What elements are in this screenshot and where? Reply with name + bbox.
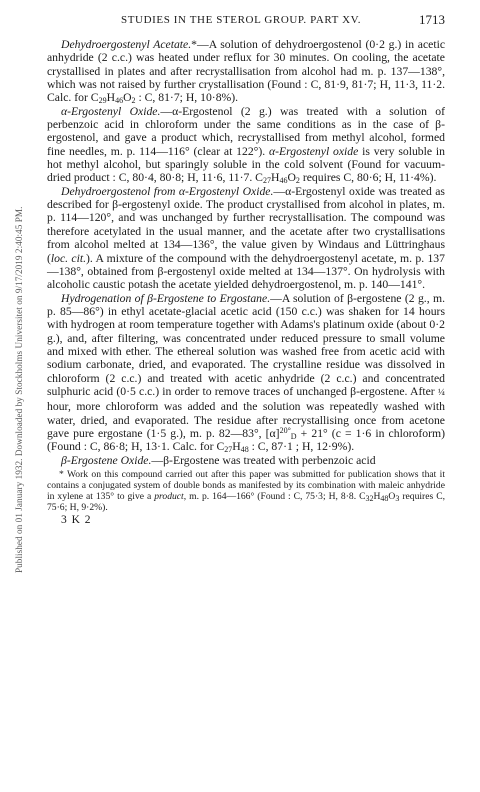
paragraph-heading: β-Ergostene Oxide. (61, 453, 152, 467)
paragraph-alpha-ergostenyl-oxide: α-Ergostenyl Oxide.—α-Ergostenol (2 g.) was treated with a solution of perbenzoic acid in chloroform under the same conditions as in the case of β-ergostenol, and gave a product which, recrystallised from methyl alcohol, formed fine needles, m. p. 114—116° (clear at 122°). α-Ergostenyl oxide is very soluble in hot methyl alcohol, but sparingly soluble in the cold solvent (Found for vacuum-dried product : C, 80·4, 80·8; H, 11·6, 11·7. $C_{27}H_{46}O_2$ requires C, 80·6; H, 11·4%). (47, 104, 445, 186)
running-head-title: STUDIES IN THE STEROL GROUP. PART XV. (121, 14, 362, 26)
body-text (47, 38, 445, 467)
paragraph-heading: Dehydroergostenyl Acetate. (61, 38, 192, 51)
paragraph-hydrogenation: Hydrogenation of β-Ergostene to Ergostane.—A solution of β-ergostene (2 g., m. p. 85—86°) in ethyl acetate-glacial acetic acid (150 c.c.) was shaken for 14 hours with hydrogen at room temperature together with Adams's platinum oxide (about 0·2 g.), and, after filtering, was concentrated under reduced pressure to small volume and mixed with ether. The ethereal solution was washed free from acetic acid with sodium carbonate, dried, and evaporated. The crystalline residue was dissolved in chloroform (2 c.c.) and treated with acetic anhydride (2 c.c.) and concentrated sulphuric acid (0·5 c.c.) in order to remove traces of unchanged β-ergostene. After ¼ hour, more chloroform was added and the solution was repeatedly washed with water, dried, and evaporated. The residue after recrystallising once from acetone gave pure ergostane (1·5 g.), m. p. 82—83°, $[\alpha]^{20^\circ}_D + 21^\circ$ (c = 1·6 in chloroform) (Found : C, 86·8; H, 13·1. Calc. for $C_{27}H_{48}$ : C, 87·1 ; H, 12·9%). (47, 291, 446, 455)
footnote-marker: * (191, 38, 198, 51)
signature-mark: 3 K 2 (61, 514, 92, 526)
paragraph-beta-ergostene-oxide: β-Ergostene Oxide.—β-Ergostene was treated with perbenzoic acid (61, 453, 376, 467)
paragraph-dehydroergostenyl-acetate: Dehydroergostenyl Acetate.*—A solution of dehydroergostenol (0·2 g.) in acetic anhydride (2 c.c.) was heated under reflux for 30 minutes. On cooling, the acetate crystallised in plates and after recrystallisation from alcohol had m. p. 137—138°, which was not raised by further crystallisation (Found : C, 81·9, 81·7; H, 11·3, 11·2. Calc. for $C_{29}H_{46}O_2$ : C, 81·7; H, 10·8%). (47, 38, 446, 106)
footnote: * Work on this compound carried out after this paper was submitted for publication shows that it contains a conjugated system of double bonds as manifested by its combination with maleic anhydride in xylene at 135° to give a product, m. p. 164—166° (Found : C, 75·3; H, 8·8. $C_{32}H_{48}O_3$ requires C, 75·6; H, 9·2%). (47, 469, 446, 513)
paragraph-heading: α-Ergostenyl Oxide. (61, 104, 161, 118)
download-notice: Published on 01 January 1932. Downloaded by Stockholms Universitet on 9/17/2019 2:40:45 PM. (14, 206, 24, 574)
journal-page (47, 10, 445, 526)
page-number: 1713 (419, 12, 445, 27)
paragraph-heading: Hydrogenation of β-Ergostene to Ergostane. (61, 291, 271, 305)
running-head (47, 10, 445, 30)
paragraph-heading: Dehydroergostenol from α-Ergostenyl Oxide. (61, 184, 274, 198)
paragraph-dehydroergostenol: Dehydroergostenol from α-Ergostenyl Oxide.—α-Ergostenyl oxide was treated as described for β-ergostenyl oxide. The product crystallised from alcohol in plates, m. p. 114—120°, and was unchanged by further recrystallisation. The compound was therefore acetylated in the usual manner, and the acetate after two crystallisations from alcohol melted at 134—136°, the value given by Windaus and Lüttringhaus (loc. cit.). A mixture of the compound with the dehydroergostenyl acetate, m. p. 137—138°, obtained from β-ergostenyl oxide melted at 134—137°. On hydrolysis with alcoholic caustic potash the acetate yielded dehydroergostenol, m. p. 140—141°. (47, 184, 445, 292)
